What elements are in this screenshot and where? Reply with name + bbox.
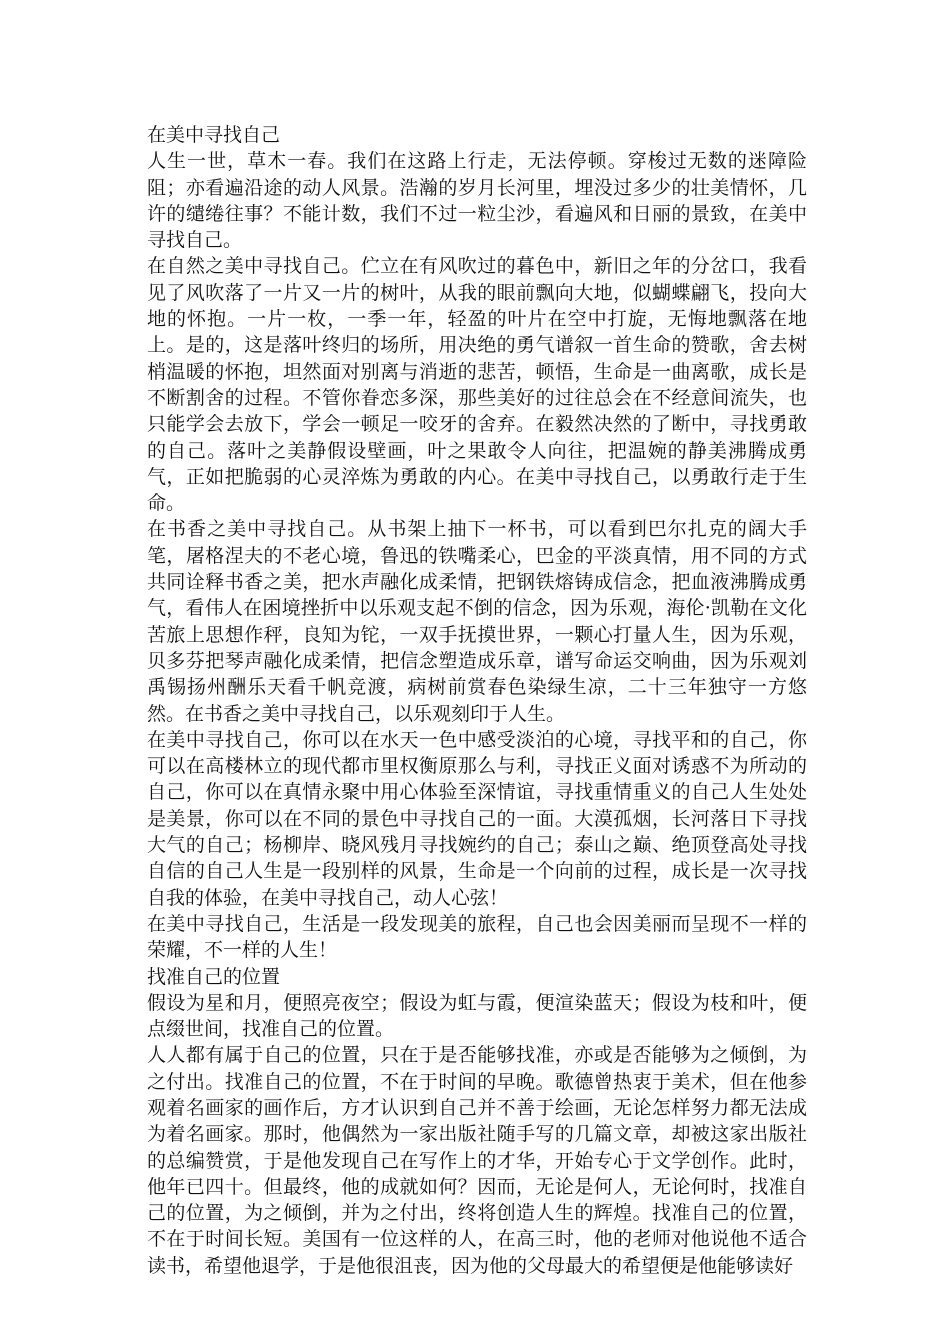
paragraph-1-3: 在书香之美中寻找自己。从书架上抽下一杯书，可以看到巴尔扎克的阔大手笔，屠格涅夫的不老心境，鲁迅的铁嘴柔心，巴金的平淡真情，用不同的方式共同诠释书香之美，把水声融化成柔情，把钢铁熔铸成信念，把血液沸腾成勇气，看伟人在困境挫折中以乐观支起不倒的信念，因为乐观，海伦·凯勒在文化苦旅上思想作秤，良知为铊，一双手抚摸世界，一颗心打量人生，因为乐观，贝多芬把琴声融化成柔情，把信念塑造成乐章，谱写命运交响曲，因为乐观刘禹锡扬州酬乐天看千帆竞渡，病树前赏春色染绿生凉，二十三年独守一方悠然。在书香之美中寻找自己，以乐观刻印于人生。 <box>147 518 807 725</box>
paragraph-1-1: 人生一世，草木一春。我们在这路上行走，无法停顿。穿梭过无数的迷障险阻；亦看遍沿途的动人风景。浩瀚的岁月长河里，埋没过多少的壮美情怀，几许的缱绻往事？不能计数，我们不过一粒尘沙，看遍风和日丽的景致，在美中寻找自己。 <box>147 150 807 252</box>
paragraph-1-4: 在美中寻找自己，你可以在水天一色中感受淡泊的心境，寻找平和的自己，你可以在高楼林立的现代都市里权衡原那么与利，寻找正义面对诱惑不为所动的自己，你可以在真情永聚中用心体验至深情谊，寻找重情重义的自己人生处处是美景，你可以在不同的景色中寻找自己的一面。大漠孤烟，长河落日下寻找大气的自己；杨柳岸、晓风残月寻找婉约的自己；泰山之巅、绝顶登高处寻找自信的自己人生是一段别样的风景，生命是一个向前的过程，成长是一次寻找自我的体验，在美中寻找自己，动人心弦！ <box>147 728 807 909</box>
section-title-2: 找准自己的位置 <box>147 965 281 988</box>
paragraph-1-5: 在美中寻找自己，生活是一段发现美的旅程，自己也会因美丽而呈现不一样的荣耀，不一样的人生！ <box>147 912 807 962</box>
paragraph-1-2: 在自然之美中寻找自己。伫立在有风吹过的暮色中，新旧之年的分岔口，我看见了风吹落了一片又一片的树叶，从我的眼前飘向大地，似蝴蝶翩飞，投向大地的怀抱。一片一枚，一季一年，轻盈的叶片在空中打旋，无悔地飘落在地上。是的，这是落叶终归的场所，用决绝的勇气谱叙一首生命的赞歌，舍去树梢温暖的怀抱，坦然面对别离与消逝的悲苦，顿悟，生命是一曲离歌，成长是不断割舍的过程。不管你眷恋多深，那些美好的过往总会在不经意间流失，也只能学会去放下，学会一顿足一咬牙的舍弃。在毅然决然的了断中，寻找勇敢的自己。落叶之美静假设壁画，叶之果敢令人向往，把温婉的静美沸腾成勇气，正如把脆弱的心灵淬炼为勇敢的内心。在美中寻找自己，以勇敢行走于生命。 <box>147 255 807 515</box>
section-title-1: 在美中寻找自己 <box>147 124 281 146</box>
paragraph-2-1: 假设为星和月，便照亮夜空；假设为虹与霞，便渲染蓝天；假设为枝和叶，便点缀世间，找准自己的位置。 <box>147 991 807 1041</box>
document-body <box>147 122 807 1279</box>
paragraph-2-2: 人人都有属于自己的位置，只在于是否能够找准，亦或是否能够为之倾倒，为之付出。找准自己的位置，不在于时间的早晚。歌德曾热衷于美术，但在他参观着名画家的画作后，方才认识到自己并不善于绘画，无论怎样努力都无法成为着名画家。那时，他偶然为一家出版社随手写的几篇文章，却被这家出版社的总编赞赏，于是他发现自己在写作上的才华，开始专心于文学创作。此时，他年已四十。但最终，他的成就如何？因而，无论是何人，无论何时，找准自己的位置，为之倾倒，并为之付出，终将创造人生的辉煌。找准自己的位置，不在于时间长短。美国有一位这样的人，在高三时，他的老师对他说他不适合读书，希望他退学，于是他很沮丧，因为他的父母最大的希望便是他能够读好 <box>147 1044 807 1277</box>
